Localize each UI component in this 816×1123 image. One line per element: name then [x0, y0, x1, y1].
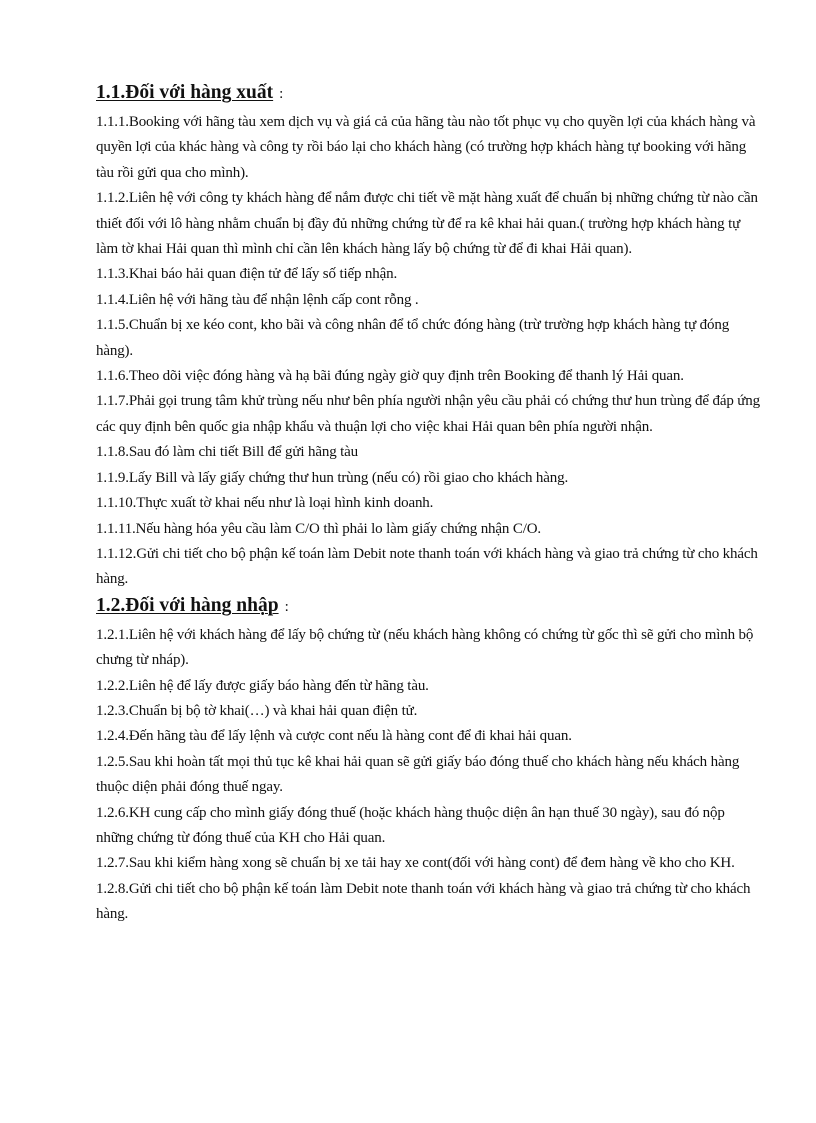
paragraph-1-2-3: 1.2.3.Chuẩn bị bộ tờ khai(…) và khai hải quan điện tử.: [96, 702, 418, 719]
paragraph-1-1-9: 1.1.9.Lấy Bill và lấy giấy chứng thư hun trùng (nếu có) rồi giao cho khách hàng.: [96, 469, 569, 486]
paragraph-1-1-3: 1.1.3.Khai báo hải quan điện tử để lấy số tiếp nhận.: [96, 266, 398, 283]
paragraph-1-1-6: 1.1.6.Theo dõi việc đóng hàng và hạ bãi đúng ngày giờ quy định trên Booking để thanh lý Hải quan.: [96, 368, 684, 385]
paragraph-1-1-1: 1.1.1.Booking với hãng tàu xem dịch vụ và giá cả của hãng tàu nào tốt phục vụ cho quyền lợi của khách hàng và quyền lợi của khác hàng và công ty rồi báo lại cho khách hàng (có trường hợp khách hàng tự booking với hãng tàu rồi gửi qua cho mình).: [96, 114, 756, 181]
paragraph-1-1-11: 1.1.11.Nếu hàng hóa yêu cầu làm C/O thì phải lo làm giấy chứng nhận C/O.: [96, 520, 542, 537]
paragraph-1-1-10: 1.1.10.Thực xuất tờ khai nếu như là loại hình kinh doanh.: [96, 495, 434, 512]
paragraph-1-2-2: 1.2.2.Liên hệ để lấy được giấy báo hàng đến từ hãng tàu.: [96, 677, 429, 694]
paragraph-1-1-12: 1.1.12.Gửi chi tiết cho bộ phận kế toán làm Debit note thanh toán với khách hàng và giao trả chứng từ cho khách hàng.: [96, 545, 758, 588]
paragraph-1-1-4: 1.1.4.Liên hệ với hãng tàu để nhận lệnh cấp cont rỗng .: [96, 291, 419, 308]
paragraph-1-2-4: 1.2.4.Đến hãng tàu để lấy lệnh và cược cont nếu là hàng cont để đi khai hải quan.: [96, 728, 572, 745]
section-heading-export: [96, 80, 760, 110]
paragraph-1-1-8: 1.1.8.Sau đó làm chi tiết Bill để gửi hãng tàu: [96, 444, 359, 461]
document-page: [96, 80, 760, 928]
section-colon: :: [284, 598, 289, 615]
section-export: [96, 80, 760, 593]
paragraph-1-2-7: 1.2.7.Sau khi kiểm hàng xong sẽ chuẩn bị xe tải hay xe cont(đối với hàng cont) để đem hàng về kho cho KH.: [96, 855, 735, 872]
paragraph-1-2-1: 1.2.1.Liên hệ với khách hàng để lấy bộ chứng từ (nếu khách hàng không có chứng từ gốc thì sẽ gửi cho mình bộ chưng từ nháp).: [96, 626, 754, 669]
paragraph-1-2-8: 1.2.8.Gửi chi tiết cho bộ phận kế toán làm Debit note thanh toán với khách hàng và giao trả chứng từ cho khách hàng.: [96, 880, 751, 923]
paragraph-1-1-5: 1.1.5.Chuẩn bị xe kéo cont, kho bãi và công nhân để tổ chức đóng hàng (trừ trường hợp khách hàng tự đóng hàng).: [96, 317, 730, 359]
section-colon: :: [279, 86, 284, 102]
section-title: 1.1.Đối với hàng xuất: [96, 82, 274, 103]
paragraph-1-2-6: 1.2.6.KH cung cấp cho mình giấy đóng thuế (hoặc khách hàng thuộc diện ân hạn thuế 30 ngày), sau đó nộp những chứng từ đóng thuế của KH cho Hải quan.: [96, 804, 725, 846]
section-import: [96, 593, 760, 928]
paragraph-1-2-5: 1.2.5.Sau khi hoàn tất mọi thủ tục kê khai hải quan sẽ gửi giấy báo đóng thuế cho khách hàng nếu khách hàng thuộc diện phải đóng thuế ngay.: [96, 753, 740, 796]
paragraph-1-1-2: 1.1.2.Liên hệ với công ty khách hàng để nắm được chi tiết về mặt hàng xuất để chuẩn bị những chứng từ nào cần thiết đối với lô hàng nhằm chuẩn bị đầy đủ những chứng từ để ra kê khai hải quan.( trường hợp khách hàng tự làm tờ khai Hải quan thì mình chỉ cần lên khách hàng lấy bộ chứng từ để đi khai Hải quan).: [96, 190, 758, 258]
paragraph-1-1-7: 1.1.7.Phải gọi trung tâm khử trùng nếu như bên phía người nhận yêu cầu phải có chứng thư hun trùng để đáp ứng các quy định bên quốc gia nhập khẩu và thuận lợi cho việc khai Hải quan bên phía người nhận.: [96, 393, 760, 435]
section-title: 1.2.Đối với hàng nhập: [96, 594, 279, 616]
section-heading-import: [96, 593, 760, 623]
